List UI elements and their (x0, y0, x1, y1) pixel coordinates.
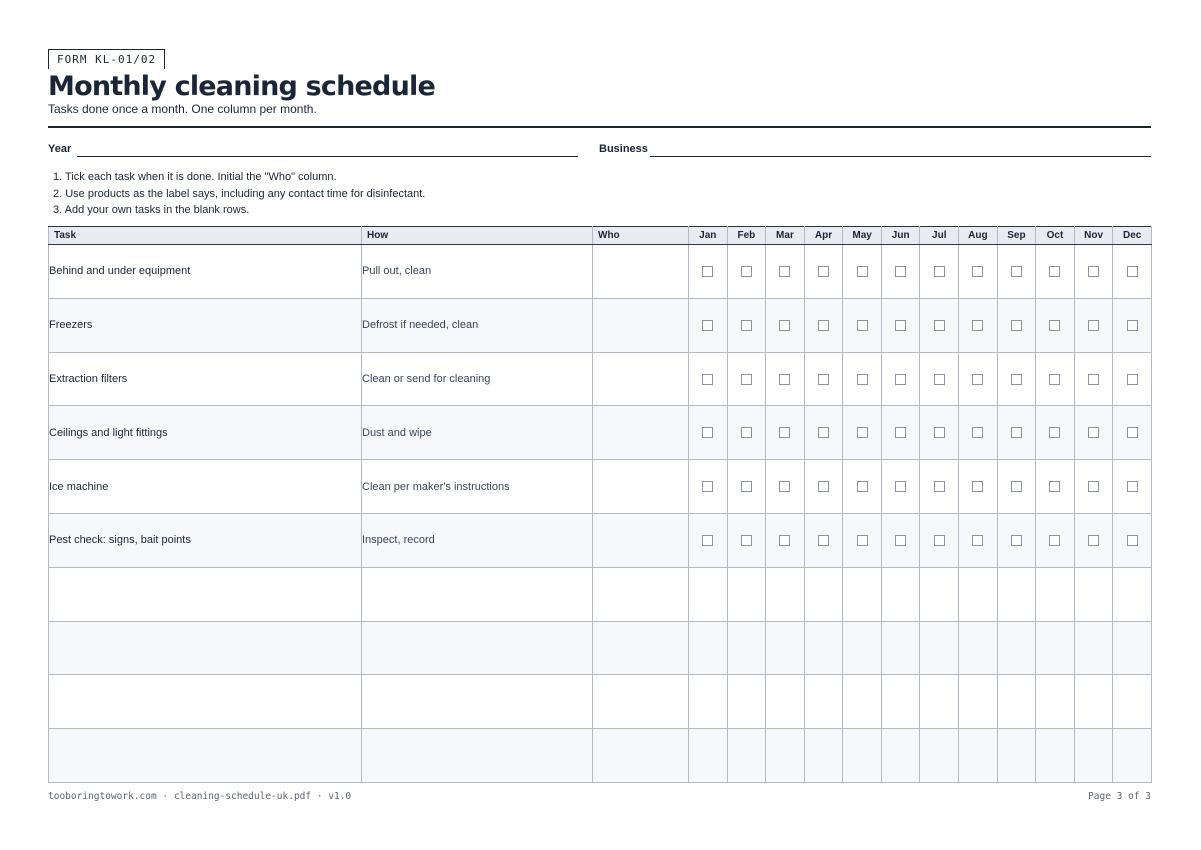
month-cell[interactable] (1074, 621, 1113, 675)
month-checkbox[interactable] (857, 320, 868, 331)
table-header-row (49, 227, 1152, 245)
month-cell[interactable] (804, 567, 843, 621)
month-cell[interactable] (766, 567, 805, 621)
year-label: Year (48, 143, 72, 155)
column-header-who: Who (593, 227, 689, 245)
month-checkbox[interactable] (895, 481, 906, 492)
table-row (49, 567, 1152, 621)
instruction-item: 2. Use products as the label says, including any contact time for disinfectant. (53, 187, 426, 200)
column-header-month: Apr (804, 227, 843, 245)
month-cell (920, 513, 959, 567)
month-cell[interactable] (1036, 621, 1075, 675)
month-checkbox[interactable] (934, 320, 945, 331)
how-cell[interactable] (362, 729, 593, 783)
month-checkbox[interactable] (1049, 481, 1060, 492)
column-header-month: Jan (689, 227, 728, 245)
column-header-month: Dec (1113, 227, 1152, 245)
month-cell (1074, 460, 1113, 514)
month-cell (997, 245, 1036, 299)
month-checkbox[interactable] (857, 374, 868, 385)
month-cell (843, 352, 882, 406)
month-cell[interactable] (727, 675, 766, 729)
who-cell[interactable] (593, 729, 689, 783)
month-cell (689, 245, 728, 299)
how-cell: Clean or send for cleaning (362, 352, 593, 406)
form-code: FORM KL-01/02 (48, 49, 165, 69)
month-cell (1036, 406, 1075, 460)
month-checkbox[interactable] (1088, 535, 1099, 546)
month-cell (689, 406, 728, 460)
table-row (49, 245, 1152, 299)
month-cell (959, 406, 998, 460)
month-cell (881, 298, 920, 352)
month-cell[interactable] (920, 567, 959, 621)
month-cell[interactable] (804, 675, 843, 729)
month-checkbox[interactable] (1127, 320, 1138, 331)
who-cell[interactable] (593, 352, 689, 406)
page-title: Monthly cleaning schedule (48, 71, 435, 102)
month-cell (959, 460, 998, 514)
task-cell[interactable] (49, 567, 362, 621)
month-checkbox[interactable] (1088, 266, 1099, 277)
who-cell[interactable] (593, 245, 689, 299)
month-checkbox[interactable] (702, 266, 713, 277)
task-cell: Ice machine (49, 460, 362, 514)
month-cell[interactable] (689, 675, 728, 729)
table-row (49, 729, 1152, 783)
month-cell (727, 352, 766, 406)
month-cell (804, 460, 843, 514)
month-cell[interactable] (1074, 567, 1113, 621)
month-checkbox[interactable] (779, 535, 790, 546)
month-checkbox[interactable] (934, 266, 945, 277)
column-header-month: May (843, 227, 882, 245)
instructions-list (48, 169, 1151, 219)
month-cell[interactable] (727, 729, 766, 783)
month-checkbox[interactable] (895, 427, 906, 438)
month-checkbox[interactable] (1049, 266, 1060, 277)
month-cell[interactable] (1074, 675, 1113, 729)
month-cell (1074, 513, 1113, 567)
month-checkbox[interactable] (818, 374, 829, 385)
form-fields (48, 141, 1151, 169)
month-checkbox[interactable] (1011, 427, 1022, 438)
month-cell[interactable] (843, 621, 882, 675)
month-cell (843, 245, 882, 299)
how-cell[interactable] (362, 675, 593, 729)
month-cell (843, 460, 882, 514)
month-cell[interactable] (727, 621, 766, 675)
task-cell: Extraction filters (49, 352, 362, 406)
instruction-item: 3. Add your own tasks in the blank rows. (53, 204, 250, 216)
month-checkbox[interactable] (972, 481, 983, 492)
month-cell[interactable] (804, 621, 843, 675)
month-cell[interactable] (1113, 729, 1152, 783)
month-cell (997, 513, 1036, 567)
month-checkbox[interactable] (972, 320, 983, 331)
month-cell (727, 298, 766, 352)
month-cell[interactable] (881, 621, 920, 675)
month-cell[interactable] (804, 729, 843, 783)
who-cell[interactable] (593, 513, 689, 567)
business-label: Business (599, 143, 648, 155)
table-row (49, 675, 1152, 729)
task-cell: Freezers (49, 298, 362, 352)
footer-page-number: Page 3 of 3 (1088, 791, 1151, 802)
month-cell (959, 352, 998, 406)
month-cell (727, 513, 766, 567)
table-body (49, 245, 1152, 783)
month-checkbox[interactable] (818, 320, 829, 331)
who-cell[interactable] (593, 621, 689, 675)
month-cell[interactable] (1036, 567, 1075, 621)
month-cell (843, 513, 882, 567)
month-checkbox[interactable] (741, 266, 752, 277)
cleaning-schedule-table (48, 226, 1152, 783)
month-cell[interactable] (689, 567, 728, 621)
month-cell (1074, 406, 1113, 460)
month-cell[interactable] (920, 621, 959, 675)
column-header-month: Nov (1074, 227, 1113, 245)
month-cell[interactable] (1113, 567, 1152, 621)
month-checkbox[interactable] (895, 535, 906, 546)
how-cell: Inspect, record (362, 513, 593, 567)
month-checkbox[interactable] (818, 266, 829, 277)
month-checkbox[interactable] (702, 535, 713, 546)
month-checkbox[interactable] (702, 374, 713, 385)
month-cell (1113, 298, 1152, 352)
task-cell[interactable] (49, 621, 362, 675)
column-header-month: Sep (997, 227, 1036, 245)
month-cell (1036, 245, 1075, 299)
month-cell (959, 513, 998, 567)
month-cell (920, 352, 959, 406)
month-cell (766, 513, 805, 567)
month-checkbox[interactable] (1088, 374, 1099, 385)
how-cell: Defrost if needed, clean (362, 298, 593, 352)
month-checkbox[interactable] (741, 320, 752, 331)
month-cell (727, 245, 766, 299)
month-cell[interactable] (959, 675, 998, 729)
who-cell[interactable] (593, 406, 689, 460)
month-cell (920, 406, 959, 460)
month-cell (997, 298, 1036, 352)
column-header-month: Mar (766, 227, 805, 245)
month-cell (804, 513, 843, 567)
header-rule (48, 126, 1151, 128)
month-checkbox[interactable] (741, 481, 752, 492)
month-checkbox[interactable] (1127, 374, 1138, 385)
month-cell (804, 298, 843, 352)
month-checkbox[interactable] (1011, 320, 1022, 331)
month-checkbox[interactable] (895, 374, 906, 385)
month-cell[interactable] (881, 729, 920, 783)
task-cell: Pest check: signs, bait points (49, 513, 362, 567)
who-cell[interactable] (593, 675, 689, 729)
table-row (49, 352, 1152, 406)
month-cell[interactable] (766, 729, 805, 783)
month-cell (1074, 245, 1113, 299)
month-cell (997, 406, 1036, 460)
month-cell (1036, 298, 1075, 352)
month-cell[interactable] (766, 621, 805, 675)
how-cell: Dust and wipe (362, 406, 593, 460)
month-cell (1074, 352, 1113, 406)
month-cell (1113, 513, 1152, 567)
task-cell: Ceilings and light fittings (49, 406, 362, 460)
column-header-month: Jul (920, 227, 959, 245)
month-cell[interactable] (1113, 675, 1152, 729)
month-cell[interactable] (881, 675, 920, 729)
month-checkbox[interactable] (1011, 535, 1022, 546)
form-page (48, 49, 1151, 547)
column-header-month: Jun (881, 227, 920, 245)
month-cell[interactable] (959, 567, 998, 621)
month-cell[interactable] (689, 729, 728, 783)
how-cell: Clean per maker's instructions (362, 460, 593, 514)
month-checkbox[interactable] (1127, 427, 1138, 438)
month-cell (1113, 245, 1152, 299)
month-cell[interactable] (997, 729, 1036, 783)
month-checkbox[interactable] (779, 266, 790, 277)
month-cell[interactable] (843, 729, 882, 783)
month-checkbox[interactable] (1127, 481, 1138, 492)
who-cell[interactable] (593, 460, 689, 514)
task-cell: Behind and under equipment (49, 245, 362, 299)
month-checkbox[interactable] (895, 320, 906, 331)
month-checkbox[interactable] (857, 535, 868, 546)
month-cell (997, 460, 1036, 514)
month-cell (1036, 352, 1075, 406)
month-checkbox[interactable] (702, 427, 713, 438)
month-cell (766, 245, 805, 299)
month-cell (920, 245, 959, 299)
table-row (49, 406, 1152, 460)
month-checkbox[interactable] (702, 481, 713, 492)
month-checkbox[interactable] (741, 535, 752, 546)
month-cell (843, 406, 882, 460)
month-cell (766, 352, 805, 406)
month-cell[interactable] (997, 675, 1036, 729)
column-header-task: Task (49, 227, 362, 245)
month-checkbox[interactable] (972, 535, 983, 546)
month-cell[interactable] (1074, 729, 1113, 783)
month-cell (1113, 406, 1152, 460)
month-checkbox[interactable] (818, 481, 829, 492)
month-checkbox[interactable] (857, 427, 868, 438)
month-checkbox[interactable] (934, 481, 945, 492)
month-cell (804, 245, 843, 299)
month-cell (1036, 513, 1075, 567)
month-cell (689, 298, 728, 352)
month-cell (1036, 460, 1075, 514)
month-checkbox[interactable] (702, 320, 713, 331)
month-cell[interactable] (1036, 729, 1075, 783)
month-checkbox[interactable] (1088, 427, 1099, 438)
month-cell (804, 352, 843, 406)
month-checkbox[interactable] (857, 266, 868, 277)
month-checkbox[interactable] (818, 535, 829, 546)
month-checkbox[interactable] (1011, 266, 1022, 277)
month-checkbox[interactable] (972, 266, 983, 277)
month-cell[interactable] (1036, 675, 1075, 729)
month-cell (766, 298, 805, 352)
how-cell[interactable] (362, 621, 593, 675)
who-cell[interactable] (593, 567, 689, 621)
month-cell (881, 245, 920, 299)
month-checkbox[interactable] (1127, 535, 1138, 546)
month-cell (997, 352, 1036, 406)
month-checkbox[interactable] (779, 427, 790, 438)
month-cell (959, 245, 998, 299)
who-cell[interactable] (593, 298, 689, 352)
month-cell[interactable] (1113, 621, 1152, 675)
month-checkbox[interactable] (1088, 320, 1099, 331)
month-checkbox[interactable] (1049, 535, 1060, 546)
column-header-how: How (362, 227, 593, 245)
month-cell[interactable] (920, 729, 959, 783)
month-cell[interactable] (881, 567, 920, 621)
month-checkbox[interactable] (934, 427, 945, 438)
month-cell (727, 460, 766, 514)
month-cell[interactable] (959, 621, 998, 675)
page-subtitle: Tasks done once a month. One column per month. (48, 102, 317, 116)
month-cell (1074, 298, 1113, 352)
table-row (49, 621, 1152, 675)
month-cell (881, 513, 920, 567)
month-cell (1113, 352, 1152, 406)
month-checkbox[interactable] (972, 374, 983, 385)
month-checkbox[interactable] (779, 481, 790, 492)
table-row (49, 460, 1152, 514)
month-cell (766, 460, 805, 514)
month-cell[interactable] (843, 567, 882, 621)
month-checkbox[interactable] (1088, 481, 1099, 492)
table-row (49, 513, 1152, 567)
month-cell (920, 460, 959, 514)
month-checkbox[interactable] (741, 427, 752, 438)
month-checkbox[interactable] (895, 266, 906, 277)
month-cell (766, 406, 805, 460)
month-checkbox[interactable] (818, 427, 829, 438)
month-cell[interactable] (727, 567, 766, 621)
month-checkbox[interactable] (934, 374, 945, 385)
column-header-month: Aug (959, 227, 998, 245)
month-cell (1113, 460, 1152, 514)
month-cell (689, 352, 728, 406)
how-cell[interactable] (362, 567, 593, 621)
month-cell (920, 298, 959, 352)
month-checkbox[interactable] (779, 320, 790, 331)
month-cell[interactable] (689, 621, 728, 675)
month-cell (881, 406, 920, 460)
month-checkbox[interactable] (972, 427, 983, 438)
month-checkbox[interactable] (934, 535, 945, 546)
month-cell[interactable] (766, 675, 805, 729)
month-checkbox[interactable] (1049, 374, 1060, 385)
month-cell (959, 298, 998, 352)
table-row (49, 298, 1152, 352)
month-cell (689, 460, 728, 514)
month-checkbox[interactable] (1049, 427, 1060, 438)
footer-source: tooboringtowork.com · cleaning-schedule-uk.pdf · v1.0 (48, 791, 352, 802)
month-checkbox[interactable] (741, 374, 752, 385)
column-header-month: Feb (727, 227, 766, 245)
month-checkbox[interactable] (1011, 481, 1022, 492)
year-field[interactable] (77, 156, 578, 157)
month-checkbox[interactable] (1049, 320, 1060, 331)
month-cell (843, 298, 882, 352)
business-field[interactable] (650, 156, 1151, 157)
task-cell[interactable] (49, 729, 362, 783)
instruction-item: 1. Tick each task when it is done. Initial the "Who" column. (53, 171, 337, 183)
month-cell[interactable] (997, 567, 1036, 621)
how-cell: Pull out, clean (362, 245, 593, 299)
month-cell (881, 460, 920, 514)
month-checkbox[interactable] (1011, 374, 1022, 385)
month-cell[interactable] (843, 675, 882, 729)
month-checkbox[interactable] (779, 374, 790, 385)
month-cell[interactable] (920, 675, 959, 729)
month-cell[interactable] (959, 729, 998, 783)
month-cell (804, 406, 843, 460)
month-cell (727, 406, 766, 460)
month-cell (881, 352, 920, 406)
column-header-month: Oct (1036, 227, 1075, 245)
month-cell[interactable] (997, 621, 1036, 675)
task-cell[interactable] (49, 675, 362, 729)
month-checkbox[interactable] (1127, 266, 1138, 277)
month-cell (689, 513, 728, 567)
month-checkbox[interactable] (857, 481, 868, 492)
